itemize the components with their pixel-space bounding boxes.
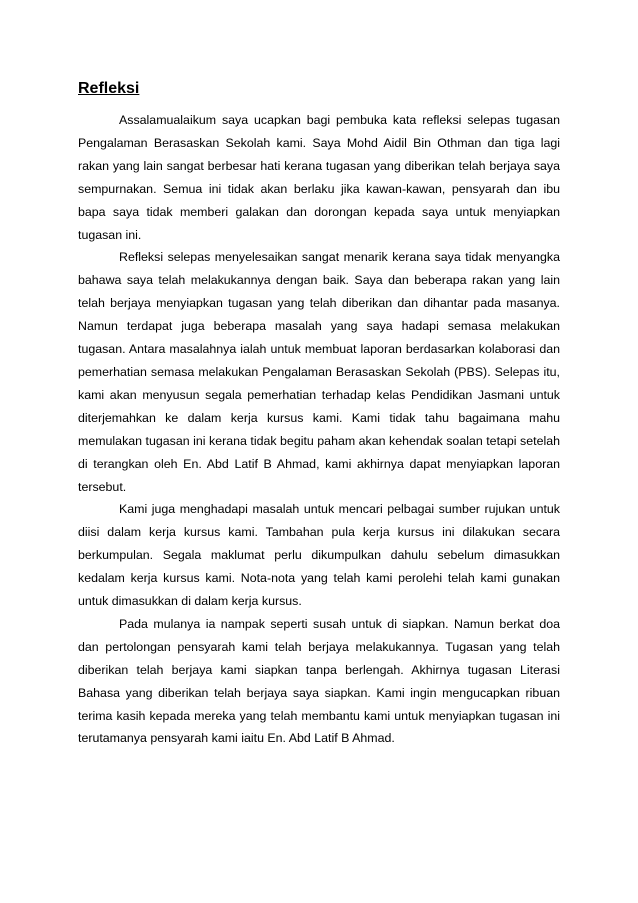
paragraph-4: Pada mulanya ia nampak seperti susah untuk di siapkan. Namun berkat doa dan pertolongan pensyarah kami telah berjaya melakukannya. Tugasan yang telah diberikan telah berjaya kami siapkan tanpa berlengah. Akhirnya tugasan Literasi Bahasa yang diberikan telah berjaya saya siapkan. Kami ingin mengucapkan ribuan terima kasih kepada mereka yang telah membantu kami untuk menyiapkan tugasan ini terutamanya pensyarah kami iaitu En. Abd Latif B Ahmad. <box>78 616 560 746</box>
paragraph-1: Assalamualaikum saya ucapkan bagi pembuka kata refleksi selepas tugasan Pengalaman Berasaskan Sekolah kami. Saya Mohd Aidil Bin Othman dan tiga lagi rakan yang lain sangat berbesar hati kerana tugasan yang diberikan telah berjaya saya sempurnakan. Semua ini tidak akan berlaku jika kawan-kawan, pensyarah dan ibu bapa saya tidak memberi galakan dan dorongan kepada saya untuk menyiapkan tugasan ini. <box>78 113 560 242</box>
document-body <box>78 79 560 750</box>
paragraph-3: Kami juga menghadapi masalah untuk mencari pelbagai sumber rujukan untuk diisi dalam kerja kursus kami. Tambahan pula kerja kursus ini dilakukan secara berkumpulan. Segala maklumat perlu dikumpulkan dahulu sebelum dimasukkan kedalam kerja kursus kami. Nota-nota yang telah kami perolehi telah kami gunakan untuk dimasukkan di dalam kerja kursus. <box>78 502 560 609</box>
paragraph-2: Refleksi selepas menyelesaikan sangat menarik kerana saya tidak menyangka bahawa saya telah melakukannya dengan baik. Saya dan beberapa rakan yang lain telah berjaya menyiapkan tugasan yang telah diberikan dan dihantar pada masanya. Namun terdapat juga beberapa masalah yang saya hadapi semasa melakukan tugasan. Antara masalahnya ialah untuk membuat laporan berdasarkan kolaborasi dan pemerhatian semasa melakukan Pengalaman Berasaskan Sekolah (PBS). Selepas itu, kami akan menyusun segala pemerhatian terhadap kelas Pendidikan Jasmani untuk diterjemahkan ke dalam kerja kursus kami. Kami tidak tahu bagaimana mahu memulakan tugasan ini kerana tidak begitu paham akan kehendak soalan tetapi setelah di terangkan oleh En. Abd Latif B Ahmad, kami akhirnya dapat menyiapkan laporan tersebut. <box>78 250 560 494</box>
document-title: Refleksi <box>78 80 140 97</box>
